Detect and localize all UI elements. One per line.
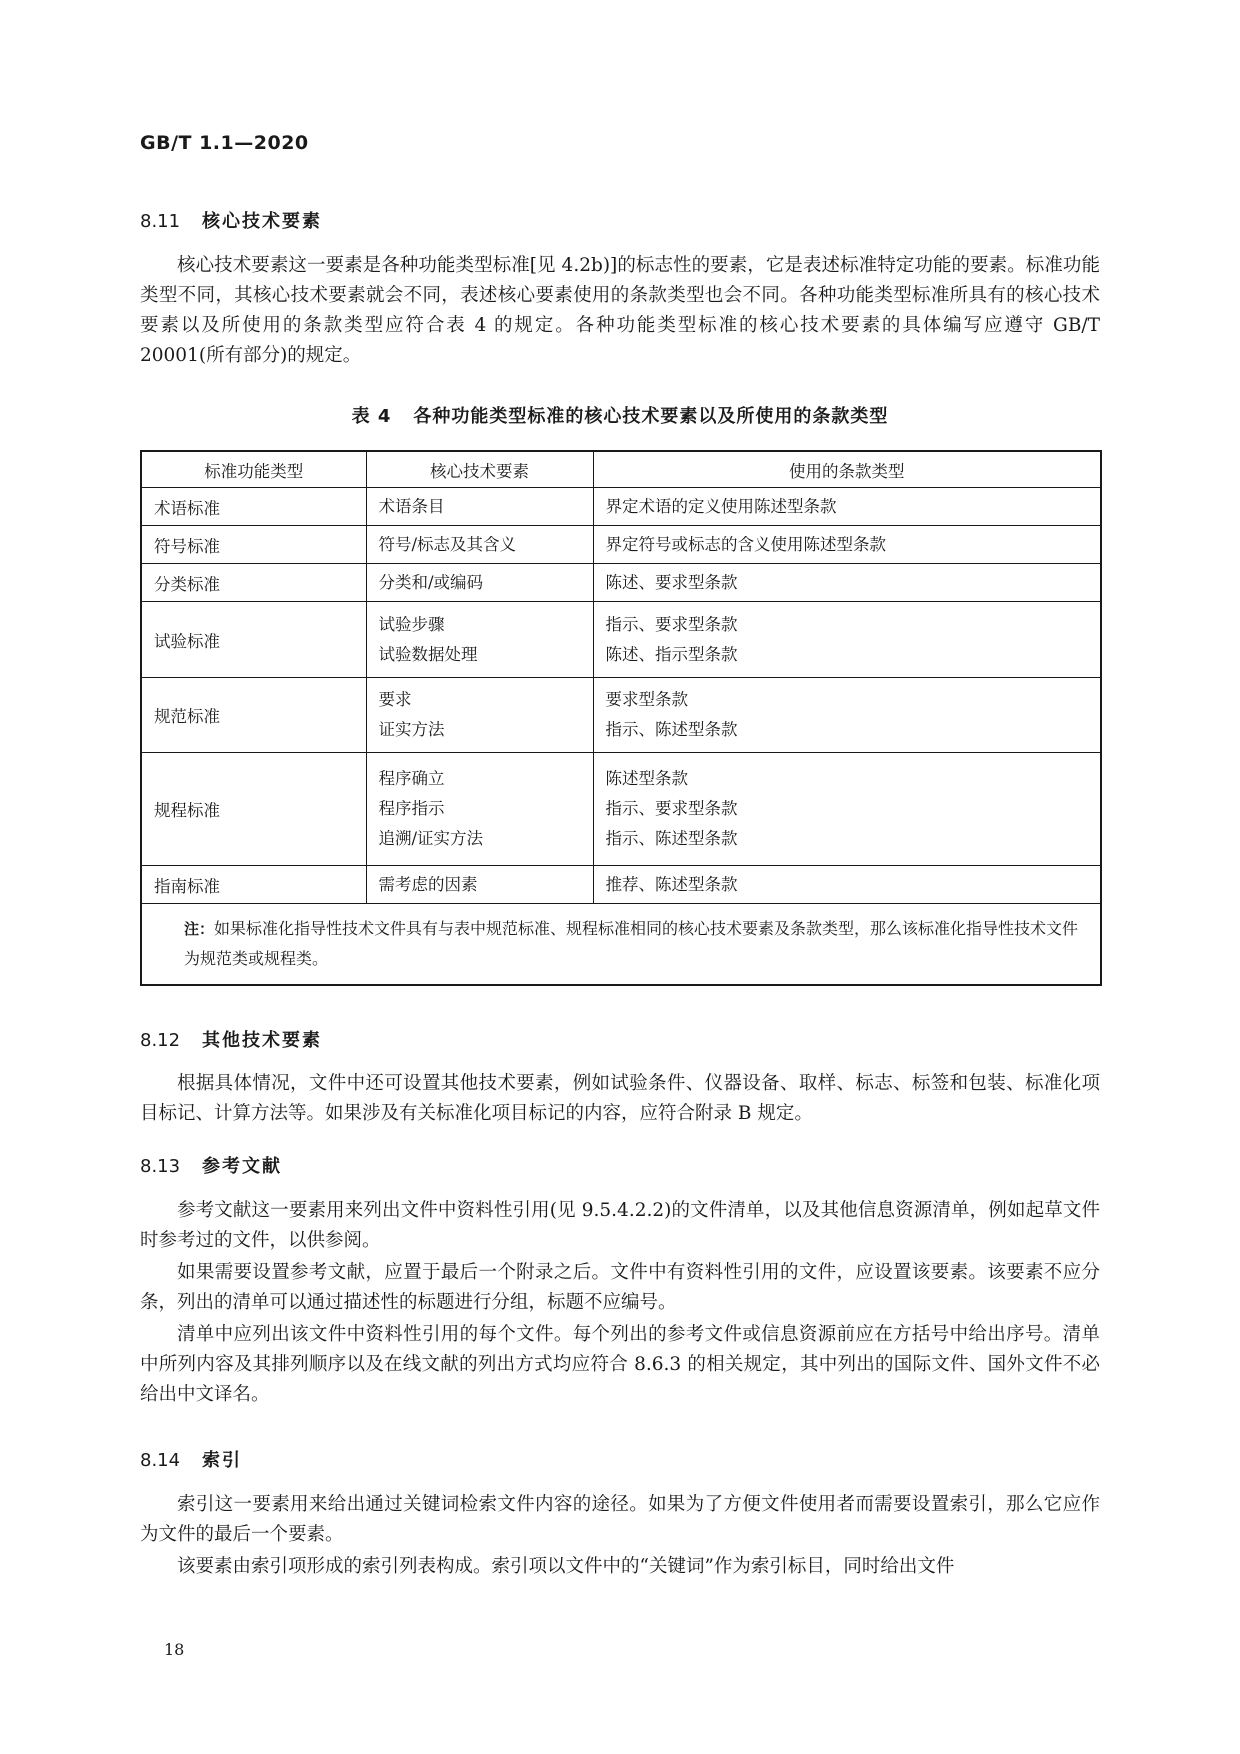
element-line: 试验步骤 xyxy=(378,614,445,634)
cell-function-type: 规程标准 xyxy=(141,753,366,866)
table-title: 各种功能类型标准的核心技术要素以及所使用的条款类型 xyxy=(413,406,889,427)
note-text: 如果标准化指导性技术文件具有与表中规范标准、规程标准相同的核心技术要素及条款类型，那么该标准化指导性技术文件为规范类或规程类。 xyxy=(184,919,1079,968)
table-note xyxy=(141,904,1101,986)
element-line: 证实方法 xyxy=(378,720,445,739)
section-8-14-paragraph-1: 索引这一要素用来给出通过关键词检索文件内容的途径。如果为了方便文件使用者而需要设置索引，那么它应作为文件的最后一个要素。 xyxy=(140,1494,1100,1545)
table-row xyxy=(141,678,1101,753)
cell-function-type: 试验标准 xyxy=(141,602,366,678)
cell-clause-types xyxy=(593,678,1101,753)
section-8-11-paragraph: 核心技术要素这一要素是各种功能类型标准[见 4.2b)]的标志性的要素，它是表述标准特定功能的要素。标准功能类型不同，其核心技术要素就会不同，表述核心要素使用的条款类型也会不同。各种功能类型标准所具有的核心技术要素以及所使用的条款类型应符合表 4 的规定。各种功能类型标准的核心技术要素的具体编写应遵守 GB/T 20001(所有部分)的规定。 xyxy=(140,255,1100,366)
clause-line: 推荐、陈述型条款 xyxy=(605,874,738,894)
element-line: 需考虑的因素 xyxy=(378,874,478,894)
cell-core-elements xyxy=(366,753,593,866)
section-title: 参考文献 xyxy=(202,1156,282,1177)
clause-line: 陈述型条款 xyxy=(605,769,688,788)
section-title: 索引 xyxy=(202,1450,242,1471)
section-8-13-paragraph-3: 清单中应列出该文件中资料性引用的每个文件。每个列出的参考文件或信息资源前应在方括号中给出序号。清单中所列内容及其排列顺序以及在线文献的列出方式均应符合 8.6.3 的相关规定，其中列出的国际文件、国外文件不必给出中文译名。 xyxy=(140,1324,1100,1405)
table-row xyxy=(141,753,1101,866)
table-row xyxy=(141,564,1101,602)
header-clause-types: 使用的条款类型 xyxy=(593,451,1101,488)
cell-function-type: 指南标准 xyxy=(141,866,366,904)
clause-line: 要求型条款 xyxy=(605,690,688,709)
cell-core-elements xyxy=(366,488,593,526)
element-line: 试验数据处理 xyxy=(378,644,478,664)
section-heading-8-14 xyxy=(140,1446,242,1472)
cell-function-type: 规范标准 xyxy=(141,678,366,753)
section-8-12-paragraph: 根据具体情况，文件中还可设置其他技术要素，例如试验条件、仪器设备、取样、标志、标签和包装、标准化项目标记、计算方法等。如果涉及有关标准化项目标记的内容，应符合附录 B 规定。 xyxy=(140,1073,1100,1124)
header-core-elements: 核心技术要素 xyxy=(366,451,593,488)
cell-core-elements xyxy=(366,564,593,602)
section-title: 其他技术要素 xyxy=(202,1030,322,1051)
element-line: 程序指示 xyxy=(378,799,445,818)
cell-core-elements xyxy=(366,866,593,904)
section-number: 8.13 xyxy=(140,1156,181,1177)
clause-line: 指示、要求型条款 xyxy=(605,799,738,818)
table-row xyxy=(141,526,1101,564)
section-number: 8.11 xyxy=(140,211,181,232)
section-heading-8-12 xyxy=(140,1026,322,1052)
clause-line: 指示、陈述型条款 xyxy=(605,829,738,848)
cell-function-type: 术语标准 xyxy=(141,488,366,526)
element-line: 术语条目 xyxy=(378,496,445,516)
table-row xyxy=(141,602,1101,678)
section-number: 8.14 xyxy=(140,1450,181,1471)
element-line: 符号/标志及其含义 xyxy=(378,534,517,554)
cell-function-type: 分类标准 xyxy=(141,564,366,602)
clause-line: 指示、陈述型条款 xyxy=(605,720,738,739)
section-heading-8-13 xyxy=(140,1152,282,1178)
table-header-row xyxy=(141,451,1101,488)
section-title: 核心技术要素 xyxy=(202,211,322,232)
cell-clause-types xyxy=(593,526,1101,564)
clause-line: 指示、要求型条款 xyxy=(605,614,738,634)
note-label: 注： xyxy=(184,920,215,938)
cell-clause-types xyxy=(593,602,1101,678)
cell-clause-types xyxy=(593,488,1101,526)
section-8-13-paragraph-1: 参考文献这一要素用来列出文件中资料性引用(见 9.5.4.2.2)的文件清单，以及其他信息资源清单，例如起草文件时参考过的文件，以供参阅。 xyxy=(140,1200,1100,1251)
element-line: 分类和/或编码 xyxy=(378,572,484,592)
header-function-type: 标准功能类型 xyxy=(141,451,366,488)
element-line: 程序确立 xyxy=(378,769,445,788)
table-row xyxy=(141,488,1101,526)
clause-line: 界定术语的定义使用陈述型条款 xyxy=(605,496,837,516)
cell-core-elements xyxy=(366,526,593,564)
core-elements-table xyxy=(140,450,1102,986)
document-id: GB/T 1.1—2020 xyxy=(140,132,309,154)
section-number: 8.12 xyxy=(140,1030,181,1051)
table-caption xyxy=(140,402,1100,428)
cell-clause-types xyxy=(593,753,1101,866)
cell-core-elements xyxy=(366,678,593,753)
page-number: 18 xyxy=(164,1640,185,1659)
clause-line: 陈述、要求型条款 xyxy=(605,572,738,592)
section-8-13-paragraph-2: 如果需要设置参考文献，应置于最后一个附录之后。文件中有资料性引用的文件，应设置该要素。该要素不应分条，列出的清单可以通过描述性的标题进行分组，标题不应编号。 xyxy=(140,1262,1100,1313)
cell-clause-types xyxy=(593,866,1101,904)
cell-clause-types xyxy=(593,564,1101,602)
element-line: 追溯/证实方法 xyxy=(378,829,484,848)
element-line: 要求 xyxy=(378,690,412,709)
section-8-14-paragraph-2: 该要素由索引项形成的索引列表构成。索引项以文件中的“关键词”作为索引标目，同时给出文件 xyxy=(177,1556,955,1577)
section-heading-8-11 xyxy=(140,207,322,233)
cell-core-elements xyxy=(366,602,593,678)
table-row xyxy=(141,866,1101,904)
clause-line: 界定符号或标志的含义使用陈述型条款 xyxy=(605,534,886,554)
cell-function-type: 符号标准 xyxy=(141,526,366,564)
table-note-row xyxy=(141,904,1101,986)
clause-line: 陈述、指示型条款 xyxy=(605,644,738,664)
table-label: 表 4 xyxy=(351,406,392,427)
